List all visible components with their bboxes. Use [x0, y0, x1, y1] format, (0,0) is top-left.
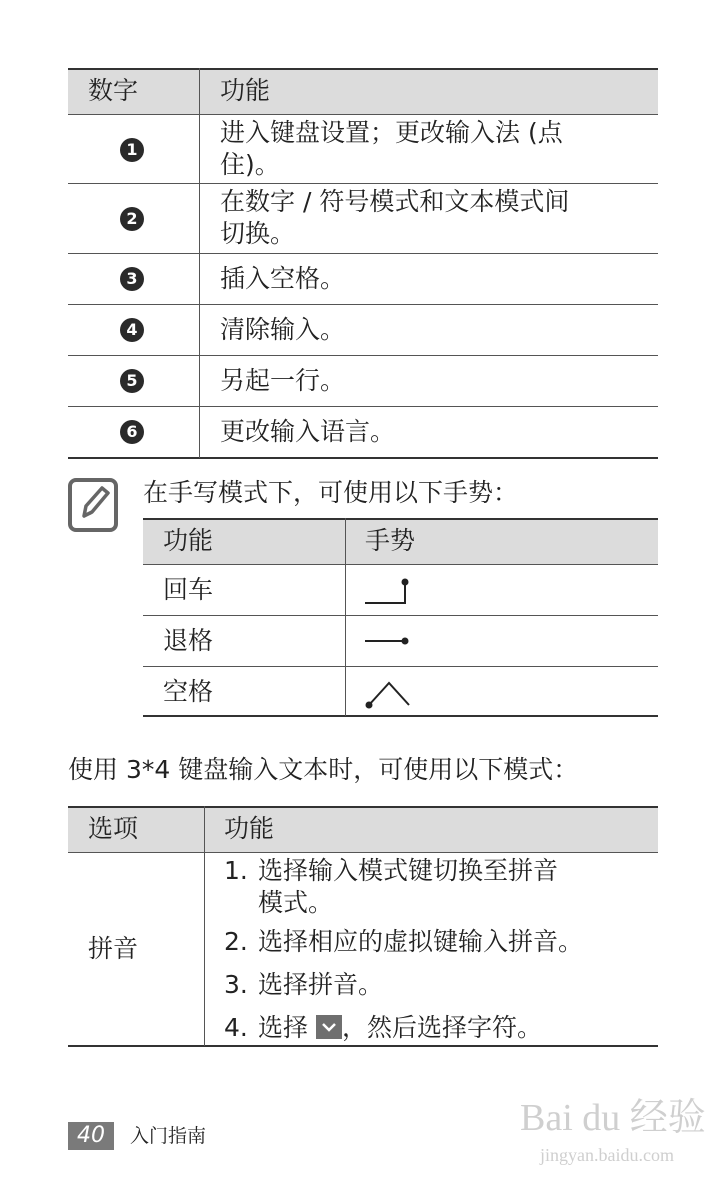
header-function: 功能 — [220, 76, 271, 105]
number-badge: 4 — [120, 318, 144, 342]
note-text: 在手写模式下，可使用以下手势： — [143, 478, 519, 507]
gesture-table — [143, 518, 658, 718]
chevron-down-icon — [316, 1015, 342, 1039]
number-badge: 1 — [120, 138, 144, 162]
step-number: 3. — [224, 970, 248, 999]
input-mode-table — [68, 806, 658, 1048]
note-pencil-icon — [68, 478, 118, 532]
number-badge: 5 — [120, 369, 144, 393]
step-number: 2. — [224, 927, 248, 956]
table-cell: 进入键盘设置；更改输入法 (点 — [220, 118, 563, 147]
section-title: 入门指南 — [130, 1125, 207, 1147]
table-cell: 回车 — [163, 575, 214, 604]
header-gesture: 手势 — [365, 526, 416, 555]
keyboard-functions-table — [68, 68, 658, 460]
step-text-post: ，然后选择字符。 — [341, 1013, 542, 1042]
table-cell: 更改输入语言。 — [220, 417, 396, 446]
step-number: 4. — [224, 1013, 248, 1042]
table-cell: 退格 — [163, 626, 214, 655]
table-cell: 另起一行。 — [220, 366, 346, 395]
header-number: 数字 — [88, 76, 139, 105]
number-badge: 6 — [120, 420, 144, 444]
option-pinyin: 拼音 — [88, 934, 139, 963]
number-badge: 2 — [120, 207, 144, 231]
watermark-url: jingyan.baidu.com — [540, 1145, 674, 1165]
header-function: 功能 — [224, 814, 275, 843]
table-cell: 在数字 / 符号模式和文本模式间 — [220, 187, 570, 216]
header-function: 功能 — [163, 526, 214, 555]
table-header — [68, 806, 658, 852]
number-badge: 3 — [120, 267, 144, 291]
table-cell: 住)。 — [220, 150, 280, 179]
enter-gesture-icon — [363, 576, 413, 606]
step-number: 1. — [224, 856, 248, 885]
step-text — [258, 1011, 542, 1044]
step-text: 选择拼音。 — [258, 970, 384, 999]
table-cell: 插入空格。 — [220, 264, 346, 293]
step-text: 模式。 — [258, 888, 334, 917]
table-cell: 清除输入。 — [220, 315, 346, 344]
backspace-gesture-icon — [363, 628, 413, 654]
table-cell: 空格 — [163, 677, 214, 706]
header-option: 选项 — [88, 814, 139, 843]
intro-text: 使用 3*4 键盘输入文本时，可使用以下模式： — [68, 755, 579, 784]
table-cell: 切换。 — [220, 219, 296, 248]
step-text-pre: 选择 — [258, 1013, 309, 1042]
step-text: 选择相应的虚拟键输入拼音。 — [258, 927, 584, 956]
page-number: 40 — [68, 1122, 114, 1150]
table-header — [68, 68, 658, 114]
step-text: 选择输入模式键切换至拼音 — [258, 856, 559, 885]
space-gesture-icon — [363, 675, 417, 711]
watermark-logo: Bai du 经验 — [520, 1097, 706, 1139]
